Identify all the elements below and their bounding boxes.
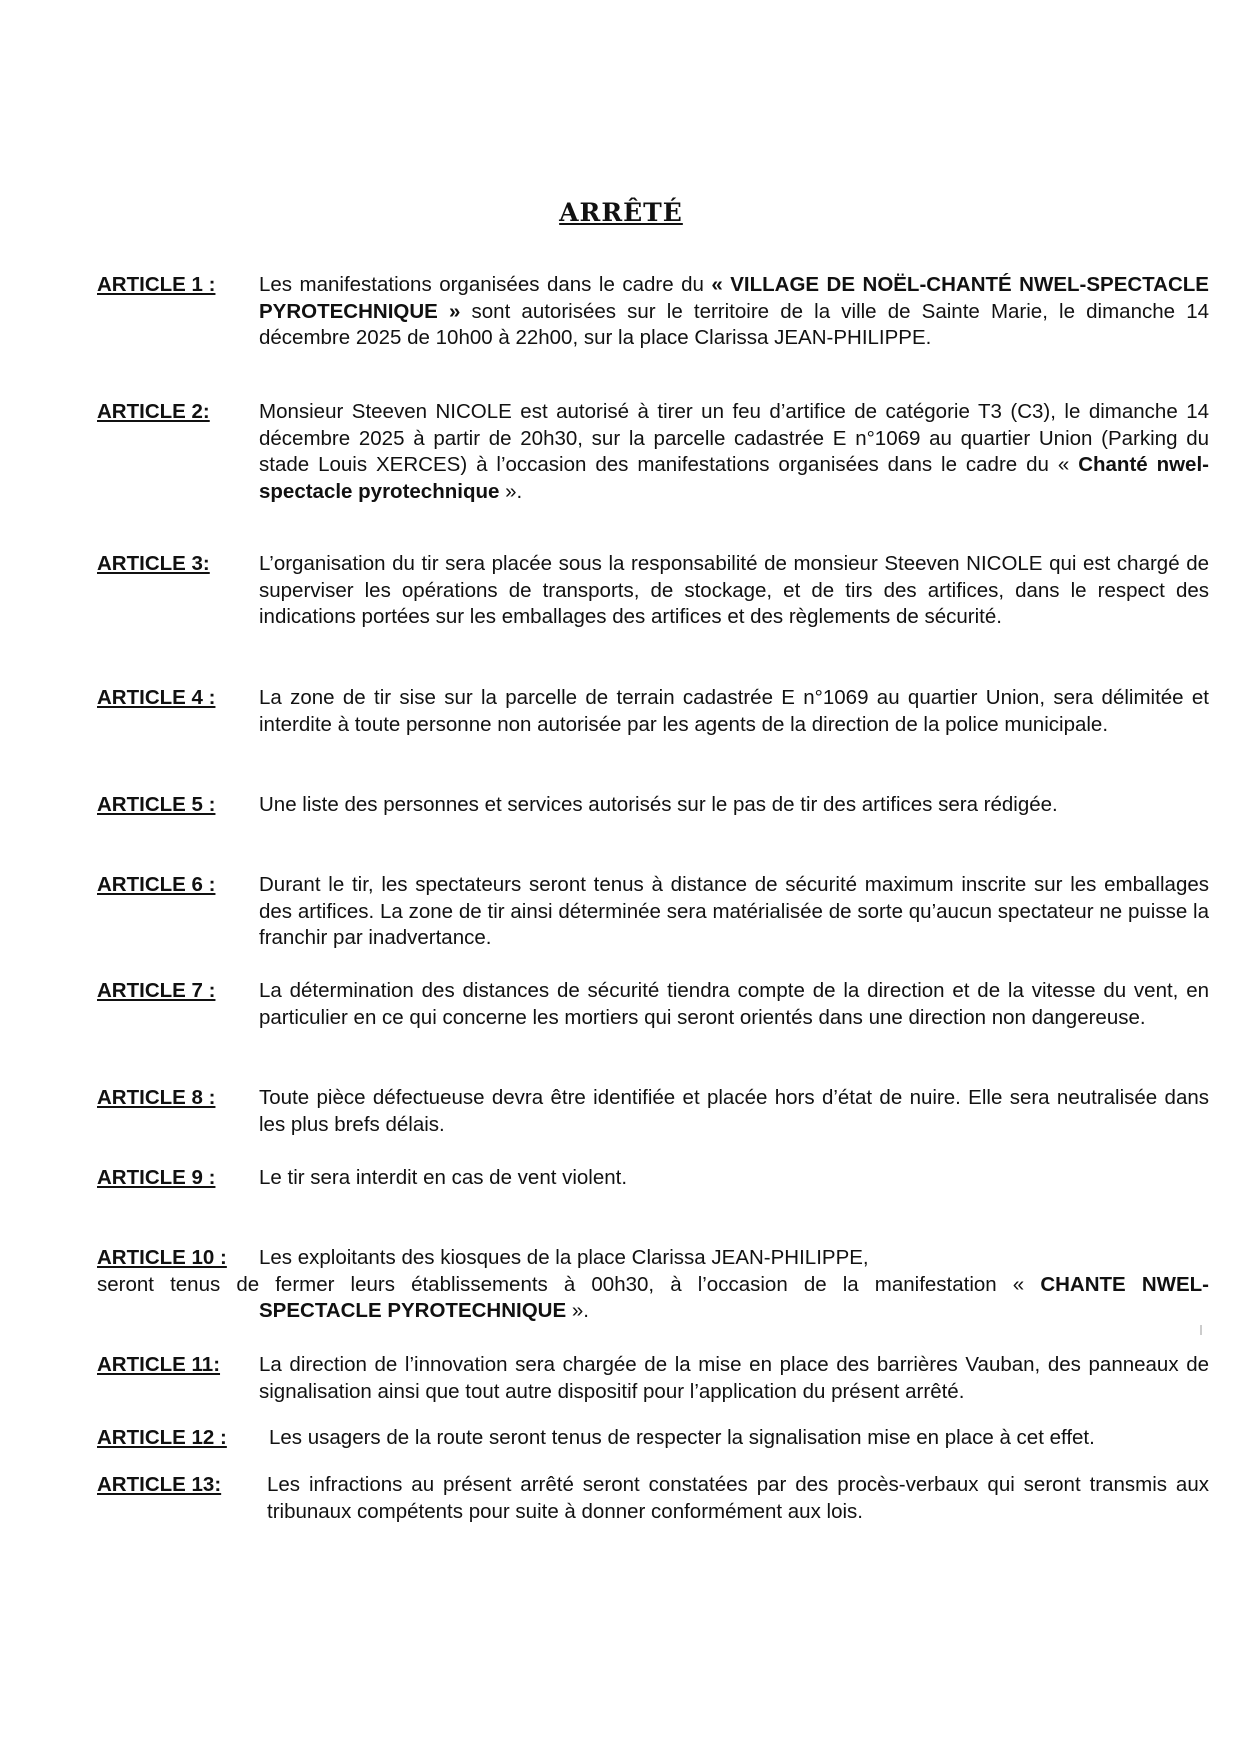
- article-text: Le tir sera interdit en cas de vent violent.: [259, 1166, 628, 1189]
- article-label: ARTICLE 6 :: [97, 873, 216, 896]
- article-5: [97, 792, 1209, 819]
- article-label: ARTICLE 13:: [97, 1473, 222, 1496]
- article-label: ARTICLE 1 :: [97, 273, 216, 296]
- article-6: [97, 872, 1209, 952]
- article-label: ARTICLE 3:: [97, 552, 210, 575]
- article-text: Les infractions au présent arrêté seront constatées par des procès-verbaux qui seront transmis aux tribunaux compétents pour suite à donner conformément aux lois.: [267, 1473, 1209, 1523]
- article-11: [97, 1352, 1209, 1405]
- article-text-line-1: Les exploitants des kiosques de la place Clarissa JEAN-PHILIPPE,: [259, 1246, 869, 1269]
- article-label: ARTICLE 7 :: [97, 979, 216, 1002]
- article-label: ARTICLE 8 :: [97, 1086, 216, 1109]
- article-text: Toute pièce défectueuse devra être identifiée et placée hors d’état de nuire. Elle sera neutralisée dans les plus brefs délais.: [259, 1086, 1209, 1136]
- article-text: La direction de l’innovation sera chargée de la mise en place des barrières Vauban, des panneaux de signalisation ainsi que tout autre dispositif pour l’application du présent arrêté.: [259, 1353, 1209, 1403]
- article-7: [97, 978, 1209, 1031]
- article-3: [97, 551, 1209, 631]
- article-text: Une liste des personnes et services autorisés sur le pas de tir des artifices sera rédigée.: [259, 793, 1058, 816]
- document-title: ARRÊTÉ: [559, 198, 683, 227]
- article-label: ARTICLE 4 :: [97, 686, 216, 709]
- article-text: Durant le tir, les spectateurs seront tenus à distance de sécurité maximum inscrite sur les emballages des artifices. La zone de tir ainsi déterminée sera matérialisée de sorte qu’aucun spectateur ne puisse la franchir par inadvertance.: [259, 873, 1209, 949]
- article-text: La zone de tir sise sur la parcelle de terrain cadastrée E n°1069 au quartier Union, sera délimitée et interdite à toute personne non autorisée par les agents de la direction de la police municipale.: [259, 686, 1209, 736]
- article-text-line-3: SPECTACLE PYROTECHNIQUE ».: [259, 1299, 589, 1322]
- scan-artifact-mark: [1200, 1325, 1202, 1335]
- article-label: ARTICLE 10 :: [97, 1246, 227, 1269]
- article-label: ARTICLE 5 :: [97, 793, 216, 816]
- article-label: ARTICLE 9 :: [97, 1166, 216, 1189]
- article-9: [97, 1165, 1209, 1192]
- article-text: Monsieur Steeven NICOLE est autorisé à tirer un feu d’artifice de catégorie T3 (C3), le dimanche 14 décembre 2025 à partir de 20h30, sur la parcelle cadastrée E n°1069 au quartier Union (Parking du stade Louis XERCES) à l’occasion des manifestations organisées dans le cadre du « Chanté nwel-spectacle pyrotechnique ».: [259, 400, 1209, 503]
- article-12: [97, 1425, 1209, 1452]
- article-8: [97, 1085, 1209, 1138]
- article-text: L’organisation du tir sera placée sous la responsabilité de monsieur Steeven NICOLE qui est chargé de superviser les opérations de transports, de stockage, et de tirs des artifices, dans le respect des indications portées sur les emballages des artifices et des règlements de sécurité.: [259, 552, 1209, 628]
- article-2: [97, 399, 1209, 505]
- article-text: Les usagers de la route seront tenus de respecter la signalisation mise en place à cet effet.: [269, 1426, 1095, 1449]
- article-4: [97, 685, 1209, 738]
- article-10: [97, 1245, 1209, 1325]
- article-label: ARTICLE 2:: [97, 400, 210, 423]
- article-label: ARTICLE 11:: [97, 1353, 221, 1376]
- article-1: [97, 272, 1209, 352]
- article-text: La détermination des distances de sécurité tiendra compte de la direction et de la vitesse du vent, en particulier en ce qui concerne les mortiers qui seront orientés dans une direction non dangereuse.: [259, 979, 1209, 1029]
- article-text-line-2: seront tenus de fermer leurs établissements à 00h30, à l’occasion de la manifestation « CHANTE NWEL-: [97, 1272, 1209, 1296]
- article-13: [97, 1472, 1209, 1525]
- article-label: ARTICLE 12 :: [97, 1426, 227, 1449]
- article-text: Les manifestations organisées dans le cadre du « VILLAGE DE NOËL-CHANTÉ NWEL-SPECTACLE PYROTECHNIQUE » sont autorisées sur le territoire de la ville de Sainte Marie, le dimanche 14 décembre 2025 de 10h00 à 22h00, sur la place Clarissa JEAN-PHILIPPE.: [259, 273, 1209, 349]
